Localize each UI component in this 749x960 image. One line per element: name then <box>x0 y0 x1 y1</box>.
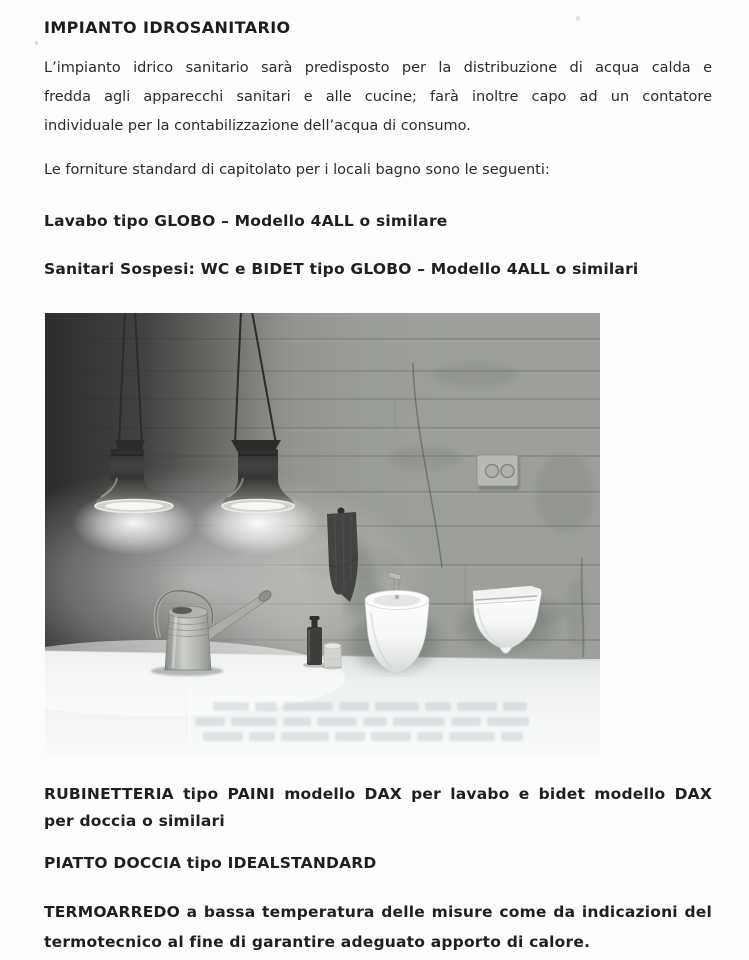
spec-rubinetteria <box>44 781 712 835</box>
spec-termoarredo-line-1: TERMOARREDO a bassa temperatura delle misure come da indicazioni del <box>44 903 712 921</box>
paper-roll <box>322 643 342 669</box>
spec-rubinetteria-line-1: RUBINETTERIA tipo PAINI modello DAX per lavabo e bidet modello DAX <box>44 785 712 803</box>
spec-termoarredo-line-2: termotecnico al fine di garantire adeguato apporto di calore. <box>44 933 591 951</box>
bathroom-photo <box>45 313 600 757</box>
forniture-line: Le forniture standard di capitolato per i locali bagno sono le seguenti: <box>44 162 550 178</box>
spec-lavabo: Lavabo tipo GLOBO – Modello 4ALL o similare <box>44 212 448 230</box>
bathroom-photo-svg <box>45 313 600 757</box>
page-title: IMPIANTO IDROSANITARIO <box>44 18 291 37</box>
intro-line-2: fredda agli apparecchi sanitari e alle cucine; farà inoltre capo ad un contatore <box>44 89 712 105</box>
scan-speck <box>35 41 38 45</box>
intro-line-3: individuale per la contabilizzazione dell’acqua di consumo. <box>44 118 471 134</box>
spec-piatto-doccia: PIATTO DOCCIA tipo IDEALSTANDARD <box>44 854 377 872</box>
intro-paragraph <box>44 54 712 141</box>
intro-line-1: L’impianto idrico sanitario sarà predisposto per la distribuzione di acqua calda e <box>44 60 712 76</box>
wall-hung-wc <box>461 586 553 653</box>
spec-sanitari: Sanitari Sospesi: WC e BIDET tipo GLOBO – Modello 4ALL o similari <box>44 260 639 278</box>
spec-rubinetteria-line-2: per doccia o similari <box>44 812 225 830</box>
scan-speck <box>576 16 580 21</box>
spec-termoarredo <box>44 897 712 957</box>
flush-plate <box>477 455 520 490</box>
